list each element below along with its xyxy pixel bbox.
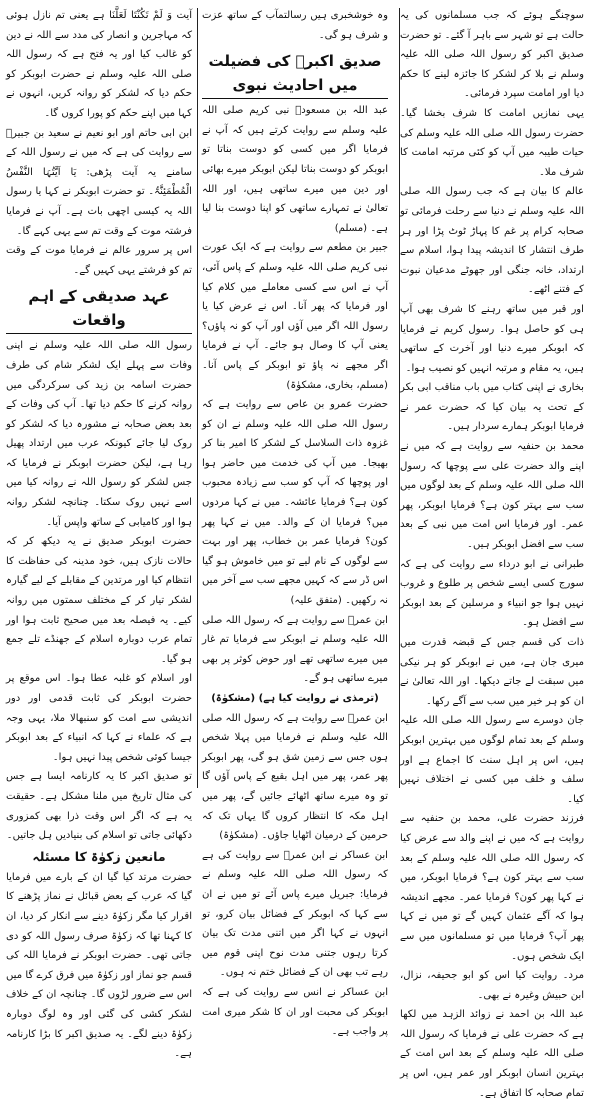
citation: (ترمذی نے روایت کیا ہے) (مشکوٰۃ)	[211, 693, 379, 704]
paragraph: وہ خوشخبری ہیں رسالتمآب کے ساتھ عزت و شرف ہو گی۔	[202, 10, 388, 41]
column-divider-left	[197, 8, 198, 788]
paragraph: رسول اللہ صلی اللہ علیہ وسلم نے اپنی وفات سے پہلے ایک لشکر شام کی طرف حضرت اسامہ بن زید کی سرکردگی میں روانہ کرنے کا حکم دیا تھا۔ آپ کی وفات کے بعد بعض صحابہ نے مشورہ دیا کہ لشکر کو روک لیا جائے کیونکہ عرب میں ارتداد پھیل رہا ہے، لیکن حضرت ابوبکر نے فرمایا کہ جس لشکر کو رسول اللہ نے روانہ کیا میں اسے نہیں روک سکتا۔ چنانچہ لشکر روانہ ہوا اور کامیابی کے ساتھ واپس آیا۔	[6, 340, 192, 528]
paragraph: تو صدیق اکبر کا یہ کارنامہ ایسا ہے جس کی مثال تاریخ میں ملنا مشکل ہے۔ حقیقت یہ ہے کہ اگر اس وقت ذرا بھی کمزوری دکھائی جاتی تو اسلام کی بنیادیں ہل جاتیں۔	[6, 771, 192, 842]
paragraph: ابن عساکر نے ابن عمرؓ سے روایت کی ہے کہ رسول اللہ صلی اللہ علیہ وسلم نے فرمایا: جبریل میرے پاس آئے تو میں نے ان سے کہا کہ ابوبکر کے فضائل بیان کرو، تو انہوں نے کہا اگر میں اتنی مدت تک بیان کرتا رہوں جتنی مدت نوح اپنی قوم میں رہے تب بھی ان کے فضائل ختم نہ ہوں۔	[202, 849, 388, 979]
paragraph: ذات کی قسم جس کے قبضہ قدرت میں میری جان ہے، میں نے ابوبکر کو ہر نیکی میں سبقت لے جاتے دیکھا۔ اور اللہ تعالیٰ نے ان کو ہر خیر میں سب سے آگے رکھا۔	[400, 637, 584, 707]
paragraph: عبد اللہ بن مسعودؓ نبی کریم صلی اللہ علیہ وسلم سے روایت کرتے ہیں کہ آپ نے فرمایا اگر میں کسی کو دوست بناتا تو ابوبکر کو دوست بناتا لیکن ابوبکر میرے بھائی اور دین میں میرے ساتھی ہیں، اور اللہ تعالیٰ نے تمہارے ساتھی کو اپنا دوست بنا لیا ہے۔ (مسلم)	[202, 105, 388, 234]
paragraph: اور اسلام کو غلبہ عطا ہوا۔ اس موقع پر حضرت ابوبکر کی ثابت قدمی اور دور اندیشی سے امت کو سنبھالا ملا، یہی وجہ ہے کہ علماء نے کہا کہ انبیاء کے بعد ابوبکر جیسا کوئی شخص پیدا نہیں ہوا۔	[6, 673, 192, 763]
paragraph: بخاری نے اپنی کتاب میں باب مناقب ابی بکر کے تحت یہ بیان کیا کہ حضرت عمر نے فرمایا ابوبکر ہمارے سردار ہیں۔	[400, 382, 584, 433]
paragraph: محمد بن حنفیہ سے روایت ہے کہ میں نے اپنے والد حضرت علی سے پوچھا کہ رسول اللہ صلی اللہ علیہ وسلم کے بعد لوگوں میں سب سے بہتر کون ہے؟ فرمایا ابوبکر، پھر عمر۔ اور فرمایا اس امت میں نبی کے بعد سب سے افضل ابوبکر ہیں۔	[400, 441, 584, 551]
paragraph: ابن عساکر نے انس سے روایت کی ہے کہ ابوبکر کی محبت اور ان کا شکر میری امت پر واجب ہے۔	[202, 986, 388, 1038]
paragraph: جان دوسرے سے رسول اللہ صلی اللہ علیہ وسلم کے بعد تمام لوگوں میں بہترین ابوبکر ہیں، اس پر اہل سنت کا اجماع ہے اور سلف و خلف میں کسی نے اختلاف نہیں کیا۔	[400, 715, 584, 805]
column-right	[400, 6, 584, 1099]
column-middle	[202, 6, 388, 1038]
paragraph: آیت وَ لَمْ تَکُنْتَا لَعَلَّنَا ہے یعنی تم نازل ہوئی کہ مہاجرین و انصار کی مدد سے اللہ نے دین کو غالب کیا اور یہ فتح ہے کہ رسول اللہ صلی اللہ علیہ وسلم نے حضرت ابوبکر کو حکم دیا کہ لشکر کو روانہ کریں، انہوں نے کہا میں اپنے حکم کو پورا کروں گا۔	[6, 10, 192, 119]
column-left	[6, 6, 192, 1060]
section-heading-text: صدیق اکبرؓ کی فضیلت میں احادیث نبوی	[202, 49, 388, 99]
paragraph: مرد۔ روایت کیا اس کو ابو جحیفہ، نزال، ابن حبیش وغیرہ نے بھی۔	[400, 970, 584, 1001]
paragraph: اور قبر میں ساتھ رہنے کا شرف بھی آپ ہی کو حاصل ہوا۔ رسول کریم نے فرمایا کہ ابوبکر میرے دنیا اور آخرت کے ساتھی ہیں، یہ مقام و مرتبہ انہیں کو نصیب ہوا۔	[400, 303, 584, 374]
paragraph: حضرت عمرو بن عاص سے روایت ہے کہ رسول اللہ صلی اللہ علیہ وسلم نے ان کو غزوہ ذات السلاسل کے لشکر کا امیر بنا کر بھیجا۔ میں آپ کی خدمت میں حاضر ہوا اور پوچھا کہ آپ کو سب سے زیادہ محبوب کون ہے؟ فرمایا عائشہ۔ میں نے کہا مردوں میں؟ فرمایا ان کے والد۔ میں نے کہا پھر کون؟ فرمایا عمر بن خطاب، پھر اور بہت سے لوگوں کے نام لیے تو میں خاموش ہو گیا اس ڈر سے کہ کہیں مجھے سب سے آخر میں نہ رکھیں۔ (متفق علیہ)	[202, 399, 388, 607]
subsection-heading: مانعین زکوٰۃ کا مسئلہ	[32, 848, 166, 864]
paragraph: ابن ابی حاتم اور ابو نعیم نے سعید بن جبیرؓ سے روایت کی ہے کہ میں نے رسول اللہ کے سامنے یہ آیت پڑھی: یَا اَیَّتُہَا النَّفْسُ الْمُطْمَئِنَّۃُ۔ تو حضرت ابوبکر نے کہا یا رسول اللہ یہ کیسی اچھی بات ہے۔ آپ نے فرمایا فرشتہ موت کے وقت تم سے یہی کہے گا۔	[6, 127, 192, 237]
paragraph: جبیر بن مطعم سے روایت ہے کہ ایک عورت نبی کریم صلی اللہ علیہ وسلم کے پاس آئی، آپ نے اس سے کسی معاملے میں کلام کیا اور فرمایا کہ پھر آنا۔ اس نے عرض کیا یا رسول اللہ اگر میں آؤں اور آپ کو نہ پاؤں؟ یعنی آپ کا وصال ہو جائے۔ آپ نے فرمایا اگر مجھے نہ پاؤ تو ابوبکر کے پاس آنا۔ (مسلم، بخاری، مشکوٰۃ)	[202, 242, 388, 391]
paragraph: حضرت مرتد کیا گیا ان کے بارے میں فرمایا گیا کہ عرب کے بعض قبائل نے نماز پڑھنے کا اقرار کیا مگر زکوٰۃ دینے سے انکار کر دیا، ان کا کہنا تھا کہ زکوٰۃ صرف رسول اللہ کو دی جاتی تھی۔ حضرت ابوبکر نے فرمایا اللہ کی قسم جو نماز اور زکوٰۃ میں فرق کرے گا میں اس سے ضرور لڑوں گا۔ چنانچہ ان کے خلاف لشکر کشی کی گئی اور وہ لوگ دوبارہ زکوٰۃ دینے لگے۔ یہ صدیق اکبر کا بڑا کارنامہ ہے۔	[6, 871, 192, 1060]
paragraph: اس پر سرور عالم نے فرمایا موت کے وقت تم کو فرشتے یہی کہیں گے۔	[6, 245, 192, 276]
paragraph: ابن عمرؓ سے روایت ہے کہ رسول اللہ صلی اللہ علیہ وسلم نے فرمایا میں پہلا شخص ہوں جس سے زمین شق ہو گی، پھر ابوبکر پھر عمر، پھر میں اہل بقیع کے پاس آؤں گا تو وہ میرے ساتھ اٹھائے جائیں گے، پھر میں اہل مکہ کا انتظار کروں گا یہاں تک کہ حرمین کے درمیان اٹھایا جاؤں۔ (مشکوٰۃ)	[202, 712, 388, 842]
paragraph: حضرت ابوبکر صدیق نے یہ دیکھ کر کہ حالات نازک ہیں، خود مدینہ کی حفاظت کا انتظام کیا اور مرتدین کے مقابلے کے لیے گیارہ لشکر تیار کر کے مختلف سمتوں میں روانہ کیے۔ یہ فیصلہ بعد میں صحیح ثابت ہوا اور تمام عرب دوبارہ اسلام کے جھنڈے تلے جمع ہو گیا۔	[6, 536, 192, 665]
paragraph: عالم کا بیان ہے کہ جب رسول اللہ صلی اللہ علیہ وسلم نے دنیا سے رحلت فرمائی تو صحابہ کرام پر غم کا پہاڑ ٹوٹ پڑا اور ہر طرف انتشار کا اندیشہ پیدا ہوا، اسلام سے ارتداد، خانہ جنگی اور جھوٹے مدعیان نبوت کے فتنے اٹھے۔	[400, 186, 584, 296]
section-heading-text: عہد صدیقی کے اہم واقعات	[6, 284, 192, 334]
paragraph: فرزند حضرت علی، محمد بن حنفیہ سے روایت ہے کہ میں نے اپنے والد سے عرض کیا کہ رسول اللہ صلی اللہ علیہ وسلم کے بعد سب سے بہتر کون ہے؟ فرمایا ابوبکر، میں نے کہا پھر کون؟ فرمایا عمر۔ مجھے اندیشہ ہوا کہ آگے عثمان کہیں گے تو میں نے کہا پھر آپ؟ فرمایا میں تو مسلمانوں میں سے ایک شخص ہوں۔	[400, 813, 584, 962]
section-heading	[202, 49, 388, 99]
paragraph: ابن عمرؓ سے روایت ہے کہ رسول اللہ صلی اللہ علیہ وسلم نے ابوبکر سے فرمایا تم غار میں میرے ساتھی تھے اور حوض کوثر پر بھی میرے ساتھی ہو گے۔	[202, 614, 388, 685]
section-heading	[6, 284, 192, 334]
paragraph: عبد اللہ بن احمد نے زوائد الزہد میں لکھا ہے کہ حضرت علی نے فرمایا کہ رسول اللہ صلی اللہ علیہ وسلم کے بعد اس امت کے بہترین انسان ابوبکر اور عمر ہیں، اس پر تمام صحابہ کا اتفاق ہے۔	[400, 1009, 584, 1099]
paragraph: سوچنگے ہوئے کہ جب مسلمانوں کی یہ حالت ہے تو شہر سے باہر آ گئے۔ تو حضرت صدیق اکبر کو رسول اللہ صلی اللہ علیہ وسلم نے بلا کر لشکر کا جائزہ لینے کا حکم دیا اور امامت سپرد فرمائی۔	[400, 10, 584, 100]
paragraph: طبرانی نے ابو درداء سے روایت کی ہے کہ سورج کسی ایسے شخص پر طلوع و غروب نہیں ہوا جو انبیاء و مرسلین کے بعد ابوبکر سے افضل ہو۔	[400, 558, 584, 629]
paragraph: یہی نمازیں امامت کا شرف بخشا گیا۔ حضرت رسول اللہ صلی اللہ علیہ وسلم کی حیات طیبہ میں آپ کو کئی مرتبہ امامت کا شرف ملا۔	[400, 107, 584, 178]
